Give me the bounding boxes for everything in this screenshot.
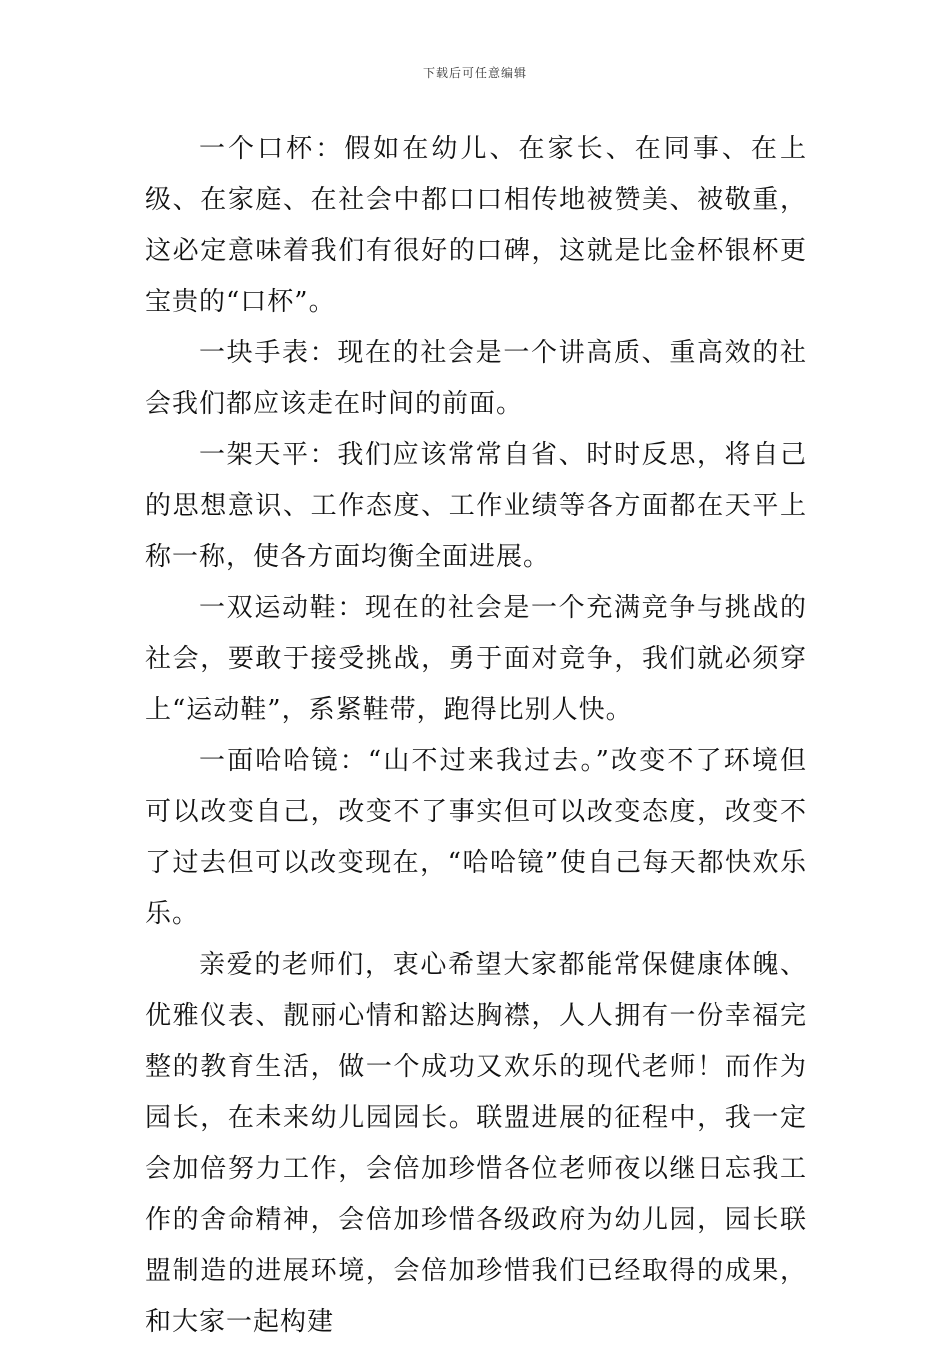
header-note: 下载后可任意编辑 <box>422 66 527 80</box>
paragraph-mirror: 一面哈哈镜：“山不过来我过去。”改变不了环境但可以改变自己，改变不了事实但可以改变态度，改变不了过去但可以改变现在，“哈哈镜”使自己每天都快欢乐乐。 <box>145 746 807 929</box>
paragraph-watch: 一块手表：现在的社会是一个讲高质、重高效的社会我们都应该走在时间的前面。 <box>145 338 807 419</box>
paragraph-scale: 一架天平：我们应该常常自省、时时反思，将自己的思想意识、工作态度、工作业绩等各方面都在天平上称一称，使各方面均衡全面进展。 <box>145 440 807 572</box>
paragraph-sneakers: 一双运动鞋：现在的社会是一个充满竞争与挑战的社会，要敢于接受挑战，勇于面对竞争，我们就必须穿上“运动鞋”，系紧鞋带，跑得比别人快。 <box>145 593 807 725</box>
paragraph-closing: 亲爱的老师们，衷心希望大家都能常保健康体魄、优雅仪表、靓丽心情和豁达胸襟，人人拥有一份幸福完整的教育生活，做一个成功又欢乐的现代老师！而作为园长，在未来幼儿园园长。联盟进展的征程中，我一定会加倍努力工作，会倍加珍惜各位老师夜以继日忘我工作的舍命精神，会倍加珍惜各级政府为幼儿园，园长联盟制造的进展环境，会倍加珍惜我们已经取得的成果，和大家一起构建 <box>145 950 807 1337</box>
document-body <box>145 124 807 1348</box>
paragraph-cup: 一个口杯：假如在幼儿、在家长、在同事、在上级、在家庭、在社会中都口口相传地被赞美、被敬重，这必定意味着我们有很好的口碑，这就是比金杯银杯更宝贵的“口杯”。 <box>145 134 807 317</box>
